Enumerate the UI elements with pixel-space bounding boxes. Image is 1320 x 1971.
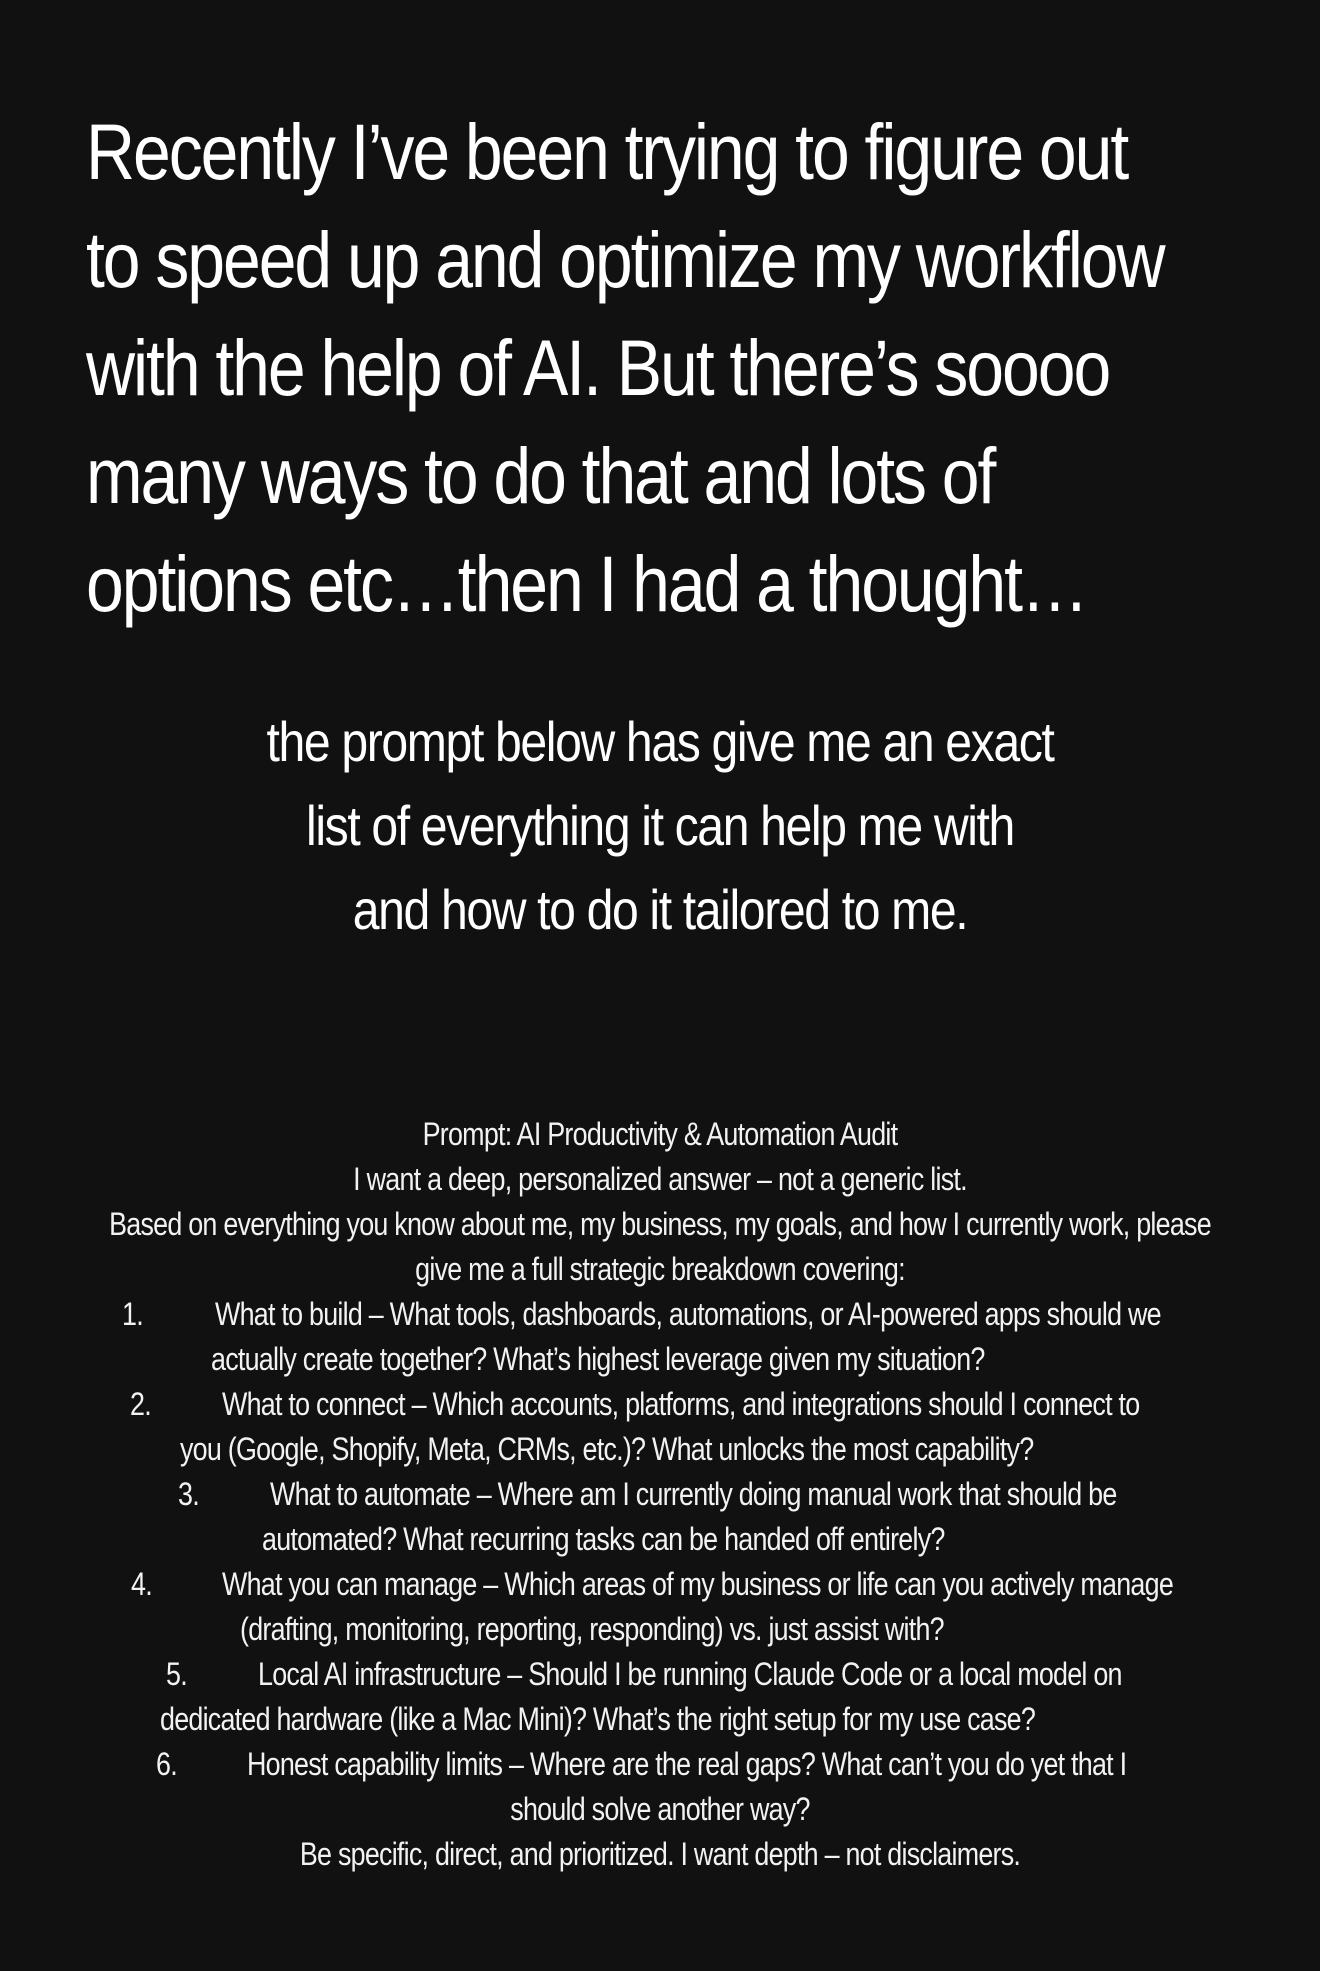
list-item-line: actually create together? What’s highest leverage given my situation? (211, 1341, 985, 1377)
prompt-title: Prompt: AI Productivity & Automation Audit (422, 1116, 898, 1152)
list-item-line: should solve another way? (510, 1791, 810, 1827)
list-number: 4. (131, 1566, 152, 1602)
list-number: 1. (122, 1296, 143, 1332)
prompt-closing: Be specific, direct, and prioritized. I want depth – not disclaimers. (299, 1836, 1021, 1872)
list-item-line: What to connect – Which accounts, platforms, and integrations should I connect to (222, 1386, 1140, 1422)
headline-line: options etc…then I had a thought… (86, 539, 1087, 628)
list-item-line: automated? What recurring tasks can be handed off entirely? (262, 1521, 945, 1557)
list-item-line: What to build – What tools, dashboards, automations, or AI-powered apps should we (215, 1296, 1161, 1332)
headline-line: with the help of AI. But there’s soooo (86, 323, 1110, 412)
list-item-line: dedicated hardware (like a Mac Mini)? What’s the right setup for my use case? (160, 1701, 1036, 1737)
subtext-line: the prompt below has give me an exact (266, 710, 1054, 773)
headline-text (86, 98, 1164, 638)
list-item-line: What you can manage – Which areas of my business or life can you actively manage (222, 1566, 1174, 1602)
list-item-line: Honest capability limits – Where are the real gaps? What can’t you do yet that I (247, 1746, 1127, 1782)
list-number: 3. (178, 1476, 199, 1512)
subtext (0, 700, 1320, 952)
list-number: 5. (166, 1656, 187, 1692)
list-item-line: What to automate – Where am I currently doing manual work that should be (270, 1476, 1117, 1512)
list-item-line: Local AI infrastructure – Should I be running Claude Code or a local model on (258, 1656, 1122, 1692)
prompt-intro: give me a full strategic breakdown covering: (415, 1251, 905, 1287)
prompt-intro: Based on everything you know about me, my business, my goals, and how I currently work, please (109, 1206, 1211, 1242)
list-item-line: you (Google, Shopify, Meta, CRMs, etc.)? What unlocks the most capability? (180, 1431, 1034, 1467)
prompt-intro: I want a deep, personalized answer – not a generic list. (353, 1161, 967, 1197)
subtext-line: list of everything it can help me with (306, 794, 1014, 857)
list-number: 2. (130, 1386, 151, 1422)
headline-line: many ways to do that and lots of (86, 431, 995, 520)
list-item-line: (drafting, monitoring, reporting, responding) vs. just assist with? (240, 1611, 944, 1647)
headline-line: to speed up and optimize my workflow (86, 215, 1164, 304)
headline-line: Recently I’ve been trying to figure out (86, 107, 1128, 196)
list-number: 6. (156, 1746, 177, 1782)
subtext-line: and how to do it tailored to me. (352, 878, 968, 941)
